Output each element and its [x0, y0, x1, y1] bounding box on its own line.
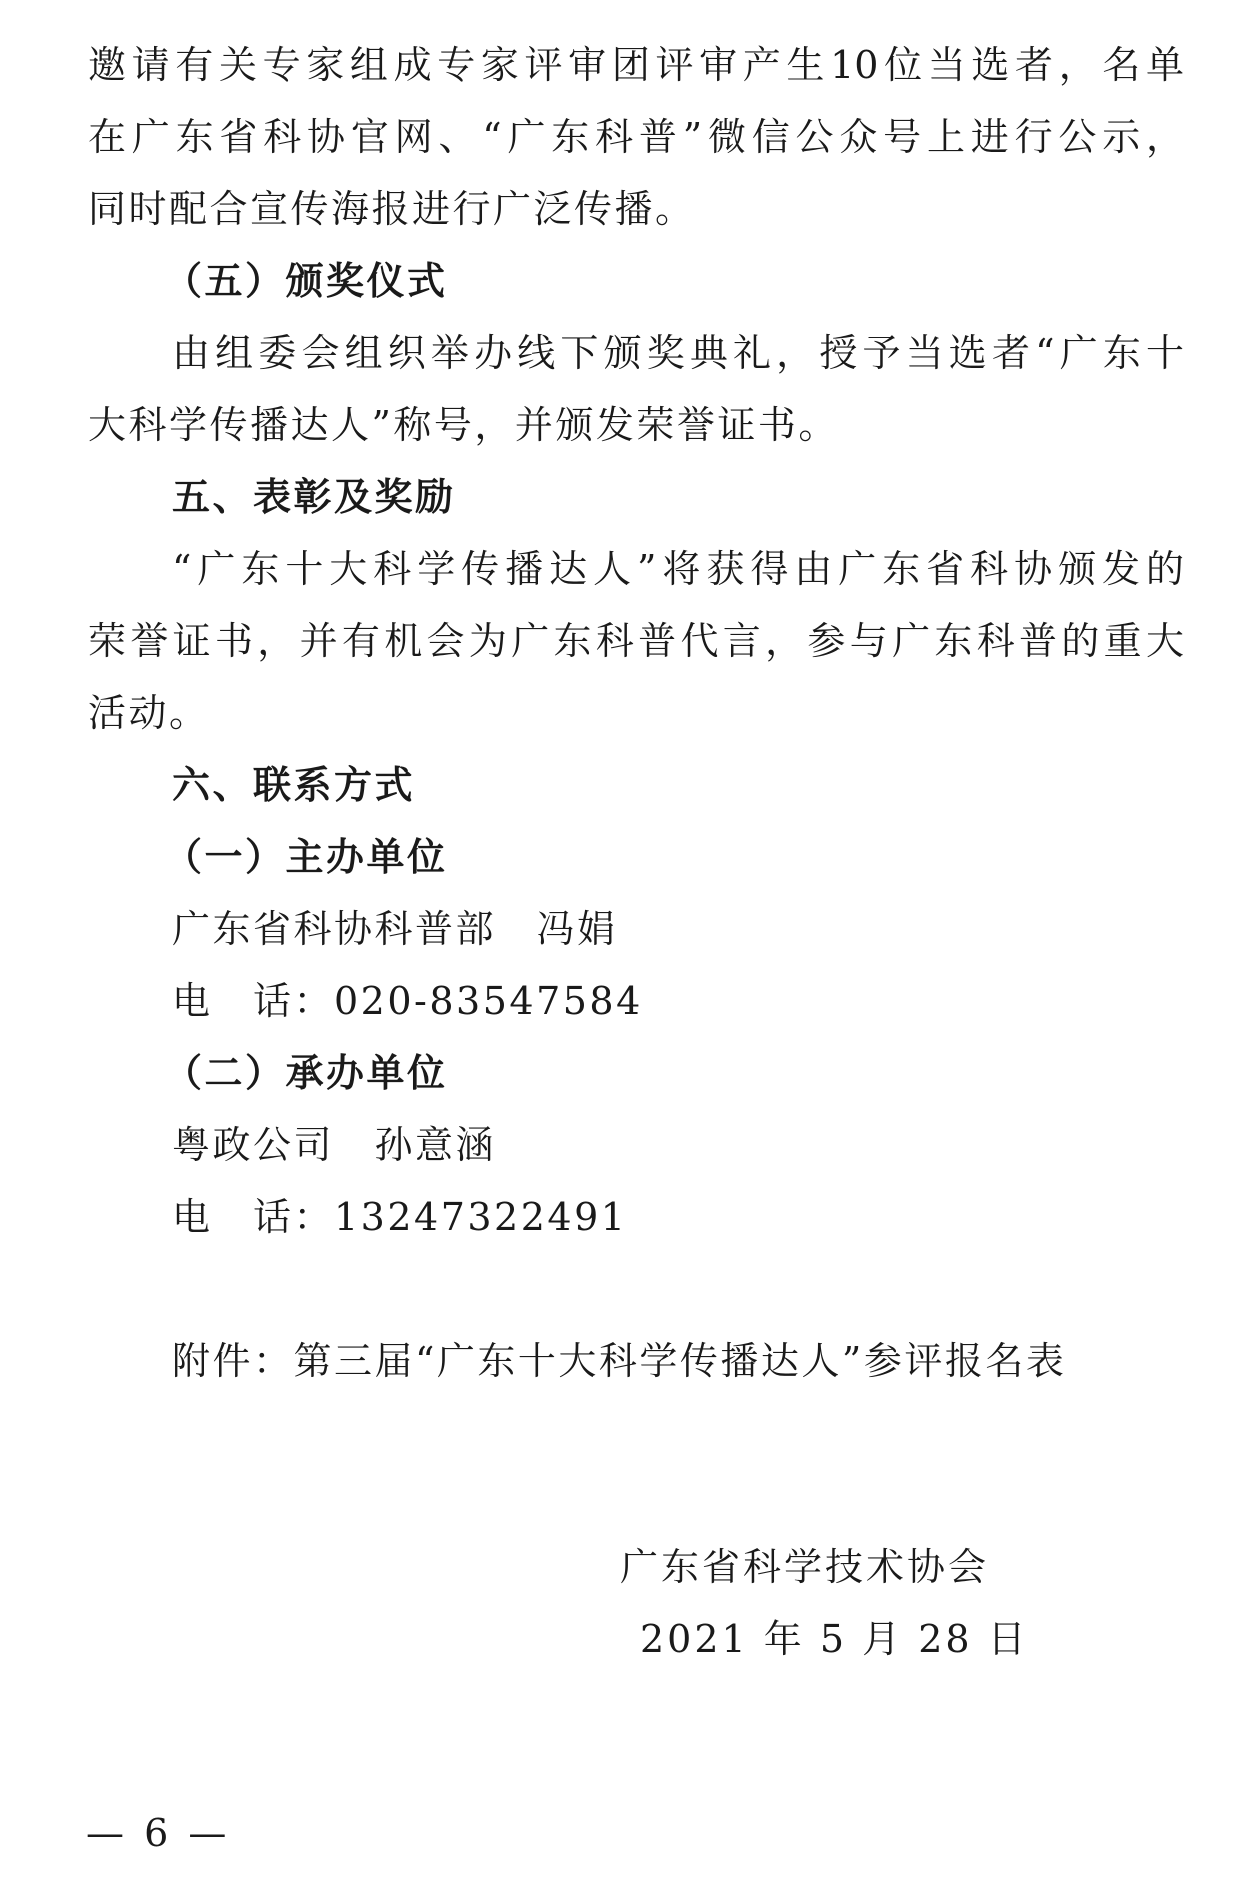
subheading-co-organizer: （二）承办单位	[164, 1051, 448, 1095]
page-number: — 6 —	[86, 1811, 231, 1855]
paragraph-3-line-3: 活动。	[88, 691, 210, 735]
paragraph-3-line-1: “广东十大科学传播达人”将获得由广东省科协颁发的	[172, 547, 1184, 591]
paragraph-3-line-2: 荣誉证书，并有机会为广东科普代言，参与广东科普的重大	[88, 619, 1184, 663]
section-heading-rewards: 五、表彰及奖励	[172, 475, 456, 519]
section-heading-contact: 六、联系方式	[172, 763, 416, 807]
signature-date: 2021 年 5 月 28 日	[640, 1617, 1029, 1661]
co-organizer-phone: 电 话：13247322491	[172, 1195, 628, 1239]
subheading-organizer: （一）主办单位	[164, 835, 448, 879]
paragraph-1-line-3: 同时配合宣传海报进行广泛传播。	[88, 187, 696, 231]
organizer-phone: 电 话：020-83547584	[172, 979, 643, 1023]
co-organizer-contact: 粤政公司 孙意涵	[172, 1123, 497, 1167]
organizer-contact: 广东省科协科普部 冯娟	[172, 907, 618, 951]
signature-organization: 广东省科学技术协会	[620, 1545, 990, 1589]
paragraph-2-line-2: 大科学传播达人”称号，并颁发荣誉证书。	[88, 403, 839, 447]
attachment-note: 附件：第三届“广东十大科学传播达人”参评报名表	[172, 1339, 1067, 1383]
paragraph-2-line-1: 由组委会组织举办线下颁奖典礼，授予当选者“广东十	[172, 331, 1184, 375]
paragraph-1-line-1: 邀请有关专家组成专家评审团评审产生10位当选者，名单	[88, 43, 1184, 87]
subheading-awards-ceremony: （五）颁奖仪式	[164, 259, 448, 303]
paragraph-1-line-2: 在广东省科协官网、“广东科普”微信公众号上进行公示，	[88, 115, 1184, 159]
